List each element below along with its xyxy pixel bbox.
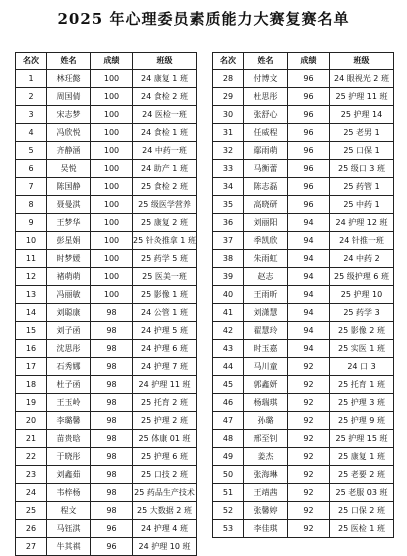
cell-class: 24 食检 1 班 [133, 124, 197, 142]
cell-score: 96 [288, 160, 330, 178]
cell-rank: 32 [213, 142, 244, 160]
cell-score: 96 [288, 142, 330, 160]
cell-score: 98 [91, 304, 133, 322]
cell-rank: 48 [213, 430, 244, 448]
table-row [213, 466, 394, 484]
cell-rank: 41 [213, 304, 244, 322]
header-class: 班级 [133, 53, 197, 70]
table-header-row [213, 53, 394, 70]
cell-name: 刘潇慧 [244, 304, 288, 322]
table-row [213, 142, 394, 160]
table-row [16, 88, 197, 106]
cell-name: 林玨懿 [47, 70, 91, 88]
cell-name: 于晓彤 [47, 448, 91, 466]
table-row [213, 448, 394, 466]
table-row [16, 484, 197, 502]
cell-class: 25 护理 2 班 [133, 412, 197, 430]
table-row [213, 304, 394, 322]
cell-rank: 20 [16, 412, 47, 430]
cell-score: 92 [288, 358, 330, 376]
table-row [16, 232, 197, 250]
cell-score: 94 [288, 232, 330, 250]
cell-name: 翟慧玲 [244, 322, 288, 340]
cell-class: 25 口保 1 [330, 142, 394, 160]
cell-class: 24 护理 4 班 [133, 520, 197, 538]
cell-class: 25 药管 1 [330, 178, 394, 196]
cell-class: 25 护理 11 班 [330, 88, 394, 106]
table-row [213, 286, 394, 304]
cell-name: 时玉嘉 [244, 340, 288, 358]
cell-class: 25 康复 1 班 [330, 448, 394, 466]
cell-score: 100 [91, 70, 133, 88]
cell-name: 王雨昕 [244, 286, 288, 304]
cell-class: 25 口技 2 班 [133, 466, 197, 484]
cell-class: 24 护理 7 班 [133, 358, 197, 376]
cell-class: 25 药品生产技术 [133, 484, 197, 502]
cell-name: 沈思彤 [47, 340, 91, 358]
cell-rank: 45 [213, 376, 244, 394]
cell-name: 孙璐 [244, 412, 288, 430]
table-row [213, 358, 394, 376]
cell-class: 25 实医 1 班 [330, 340, 394, 358]
cell-score: 98 [91, 322, 133, 340]
cell-class: 24 护理 6 班 [133, 340, 197, 358]
cell-class: 25 针灸推拿 1 班 [133, 232, 197, 250]
cell-rank: 25 [16, 502, 47, 520]
cell-name: 王梦华 [47, 214, 91, 232]
cell-rank: 2 [16, 88, 47, 106]
cell-score: 96 [91, 520, 133, 538]
cell-score: 98 [91, 358, 133, 376]
cell-name: 张海琳 [244, 466, 288, 484]
cell-score: 100 [91, 250, 133, 268]
cell-rank: 34 [213, 178, 244, 196]
cell-name: 付博文 [244, 70, 288, 88]
cell-class: 25 级护理 6 班 [330, 268, 394, 286]
cell-rank: 35 [213, 196, 244, 214]
cell-score: 92 [288, 520, 330, 538]
cell-name: 张馨婷 [244, 502, 288, 520]
roster-table-left [15, 52, 197, 556]
cell-rank: 38 [213, 250, 244, 268]
cell-class: 25 中药 1 [330, 196, 394, 214]
cell-class: 25 影像 2 班 [330, 322, 394, 340]
cell-rank: 30 [213, 106, 244, 124]
cell-score: 96 [288, 178, 330, 196]
cell-class: 25 老男 1 [330, 124, 394, 142]
table-row [213, 484, 394, 502]
cell-class: 24 中药 2 [330, 250, 394, 268]
cell-rank: 15 [16, 322, 47, 340]
cell-rank: 52 [213, 502, 244, 520]
cell-rank: 7 [16, 178, 47, 196]
header-score: 成绩 [288, 53, 330, 70]
cell-class: 25 托育 2 班 [133, 394, 197, 412]
cell-rank: 53 [213, 520, 244, 538]
cell-score: 100 [91, 178, 133, 196]
cell-score: 94 [288, 268, 330, 286]
cell-score: 100 [91, 196, 133, 214]
cell-score: 100 [91, 160, 133, 178]
cell-score: 100 [91, 142, 133, 160]
cell-class: 25 护理 14 [330, 106, 394, 124]
cell-name: 朱雨虹 [244, 250, 288, 268]
cell-rank: 22 [16, 448, 47, 466]
cell-class: 24 口 3 [330, 358, 394, 376]
table-row [16, 286, 197, 304]
cell-score: 98 [91, 340, 133, 358]
cell-score: 94 [288, 322, 330, 340]
cell-name: 邢至钊 [244, 430, 288, 448]
cell-class: 25 药学 3 [330, 304, 394, 322]
table-row [16, 124, 197, 142]
cell-name: 任威程 [244, 124, 288, 142]
cell-score: 98 [91, 394, 133, 412]
cell-class: 25 护理 9 班 [330, 412, 394, 430]
cell-score: 96 [288, 88, 330, 106]
cell-name: 杜子函 [47, 376, 91, 394]
cell-class: 25 医美一班 [133, 268, 197, 286]
cell-name: 牛其祺 [47, 538, 91, 556]
cell-rank: 4 [16, 124, 47, 142]
cell-score: 94 [288, 214, 330, 232]
cell-class: 25 老要 2 班 [330, 466, 394, 484]
cell-rank: 42 [213, 322, 244, 340]
cell-class: 25 体康 01 班 [133, 430, 197, 448]
cell-name: 陈志磊 [244, 178, 288, 196]
cell-score: 92 [288, 448, 330, 466]
table-row [213, 520, 394, 538]
cell-name: 鄢雨萌 [244, 142, 288, 160]
cell-score: 98 [91, 448, 133, 466]
cell-name: 赵志 [244, 268, 288, 286]
cell-score: 94 [288, 286, 330, 304]
cell-name: 时梦媛 [47, 250, 91, 268]
cell-name: 张舒心 [244, 106, 288, 124]
cell-rank: 16 [16, 340, 47, 358]
cell-class: 24 公管 1 班 [133, 304, 197, 322]
cell-name: 马川童 [244, 358, 288, 376]
cell-class: 24 医检一班 [133, 106, 197, 124]
cell-rank: 29 [213, 88, 244, 106]
cell-score: 100 [91, 268, 133, 286]
cell-score: 94 [288, 250, 330, 268]
cell-score: 98 [91, 412, 133, 430]
cell-score: 96 [91, 538, 133, 556]
table-row [213, 502, 394, 520]
cell-class: 25 影像 1 班 [133, 286, 197, 304]
cell-rank: 37 [213, 232, 244, 250]
header-score: 成绩 [91, 53, 133, 70]
table-row [213, 268, 394, 286]
cell-class: 24 康复 1 班 [133, 70, 197, 88]
cell-score: 100 [91, 214, 133, 232]
cell-rank: 47 [213, 412, 244, 430]
cell-rank: 1 [16, 70, 47, 88]
cell-rank: 14 [16, 304, 47, 322]
cell-score: 94 [288, 304, 330, 322]
cell-score: 98 [91, 376, 133, 394]
table-row [213, 214, 394, 232]
cell-name: 李璐馨 [47, 412, 91, 430]
cell-score: 96 [288, 70, 330, 88]
cell-name: 姜杰 [244, 448, 288, 466]
cell-name: 刘丽阳 [244, 214, 288, 232]
cell-name: 石秀娜 [47, 358, 91, 376]
cell-name: 刘聪康 [47, 304, 91, 322]
cell-name: 彭星娟 [47, 232, 91, 250]
cell-name: 冯丽敏 [47, 286, 91, 304]
cell-rank: 23 [16, 466, 47, 484]
table-row [213, 196, 394, 214]
cell-class: 25 食检 2 班 [133, 178, 197, 196]
table-row [16, 106, 197, 124]
cell-name: 杨瑞琪 [244, 394, 288, 412]
table-header-row [16, 53, 197, 70]
header-class: 班级 [330, 53, 394, 70]
table-row [213, 70, 394, 88]
cell-name: 苗贵晗 [47, 430, 91, 448]
cell-class: 24 护理 11 班 [133, 376, 197, 394]
cell-score: 98 [91, 430, 133, 448]
cell-name: 冯欣悦 [47, 124, 91, 142]
table-row [16, 448, 197, 466]
cell-class: 24 护理 12 班 [330, 214, 394, 232]
table-row [16, 160, 197, 178]
cell-class: 25 康复 2 班 [133, 214, 197, 232]
cell-rank: 43 [213, 340, 244, 358]
cell-rank: 10 [16, 232, 47, 250]
cell-class: 24 护理 5 班 [133, 322, 197, 340]
cell-name: 刘子函 [47, 322, 91, 340]
cell-class: 25 护理 15 班 [330, 430, 394, 448]
table-row [16, 196, 197, 214]
cell-rank: 46 [213, 394, 244, 412]
cell-score: 100 [91, 88, 133, 106]
cell-score: 98 [91, 502, 133, 520]
header-name: 姓名 [244, 53, 288, 70]
cell-rank: 33 [213, 160, 244, 178]
cell-name: 马钰淇 [47, 520, 91, 538]
cell-rank: 24 [16, 484, 47, 502]
cell-class: 25 医检 1 班 [330, 520, 394, 538]
table-row [16, 268, 197, 286]
cell-rank: 26 [16, 520, 47, 538]
table-row [16, 70, 197, 88]
cell-rank: 12 [16, 268, 47, 286]
cell-class: 25 老服 03 班 [330, 484, 394, 502]
cell-rank: 5 [16, 142, 47, 160]
cell-class: 24 食检 2 班 [133, 88, 197, 106]
cell-name: 刘鑫茹 [47, 466, 91, 484]
header-rank: 名次 [16, 53, 47, 70]
table-row [16, 322, 197, 340]
table-row [213, 376, 394, 394]
cell-score: 92 [288, 484, 330, 502]
cell-class: 25 大数据 2 班 [133, 502, 197, 520]
cell-name: 郭鑫妍 [244, 376, 288, 394]
cell-name: 周国倩 [47, 88, 91, 106]
table-row [16, 430, 197, 448]
table-row [16, 142, 197, 160]
cell-score: 92 [288, 466, 330, 484]
table-row [213, 88, 394, 106]
cell-rank: 3 [16, 106, 47, 124]
cell-rank: 21 [16, 430, 47, 448]
cell-score: 92 [288, 376, 330, 394]
cell-class: 24 针推一班 [330, 232, 394, 250]
table-row [213, 412, 394, 430]
table-row [16, 466, 197, 484]
cell-rank: 40 [213, 286, 244, 304]
table-row [16, 394, 197, 412]
table-row [16, 412, 197, 430]
cell-class: 24 护理 10 班 [133, 538, 197, 556]
cell-rank: 27 [16, 538, 47, 556]
table-row [16, 340, 197, 358]
cell-name: 聂曼淇 [47, 196, 91, 214]
cell-rank: 28 [213, 70, 244, 88]
roster-table-right [212, 52, 394, 538]
cell-rank: 51 [213, 484, 244, 502]
cell-score: 100 [91, 232, 133, 250]
cell-score: 92 [288, 502, 330, 520]
header-name: 姓名 [47, 53, 91, 70]
cell-name: 杜思彤 [244, 88, 288, 106]
cell-score: 94 [288, 340, 330, 358]
cell-rank: 18 [16, 376, 47, 394]
table-row [213, 124, 394, 142]
cell-rank: 31 [213, 124, 244, 142]
table-row [213, 178, 394, 196]
table-row [16, 250, 197, 268]
cell-rank: 19 [16, 394, 47, 412]
table-row [16, 358, 197, 376]
table-row [213, 394, 394, 412]
cell-rank: 36 [213, 214, 244, 232]
cell-rank: 17 [16, 358, 47, 376]
header-rank: 名次 [213, 53, 244, 70]
cell-name: 王玉岭 [47, 394, 91, 412]
page-title: 2025 年心理委员素质能力大赛复赛名单 [57, 10, 350, 28]
table-row [213, 430, 394, 448]
cell-rank: 11 [16, 250, 47, 268]
cell-class: 24 眼视光 2 班 [330, 70, 394, 88]
cell-class: 24 助产 1 班 [133, 160, 197, 178]
cell-class: 25 级医学营养 [133, 196, 197, 214]
cell-score: 96 [288, 106, 330, 124]
table-row [213, 340, 394, 358]
cell-rank: 44 [213, 358, 244, 376]
cell-score: 100 [91, 106, 133, 124]
cell-name: 齐静涵 [47, 142, 91, 160]
cell-name: 王靖茜 [244, 484, 288, 502]
cell-score: 98 [91, 484, 133, 502]
cell-class: 25 药学 5 班 [133, 250, 197, 268]
table-row [213, 322, 394, 340]
cell-rank: 8 [16, 196, 47, 214]
table-row [213, 232, 394, 250]
cell-class: 25 护理 6 班 [133, 448, 197, 466]
cell-score: 92 [288, 430, 330, 448]
cell-rank: 6 [16, 160, 47, 178]
cell-rank: 13 [16, 286, 47, 304]
table-row [213, 160, 394, 178]
cell-name: 高晓研 [244, 196, 288, 214]
cell-name: 宋志梦 [47, 106, 91, 124]
cell-class: 25 护理 3 班 [330, 394, 394, 412]
table-row [16, 304, 197, 322]
table-row [16, 538, 197, 556]
cell-name: 李佳琪 [244, 520, 288, 538]
cell-class: 25 托育 1 班 [330, 376, 394, 394]
table-row [16, 520, 197, 538]
table-row [16, 502, 197, 520]
cell-class: 24 中药一班 [133, 142, 197, 160]
cell-name: 马衡蕾 [244, 160, 288, 178]
cell-class: 25 口保 2 班 [330, 502, 394, 520]
table-row [16, 178, 197, 196]
cell-score: 98 [91, 466, 133, 484]
cell-score: 96 [288, 124, 330, 142]
cell-name: 程文 [47, 502, 91, 520]
table-row [213, 106, 394, 124]
cell-rank: 9 [16, 214, 47, 232]
cell-rank: 39 [213, 268, 244, 286]
cell-name: 季凯欣 [244, 232, 288, 250]
cell-score: 96 [288, 196, 330, 214]
cell-score: 100 [91, 286, 133, 304]
table-row [16, 376, 197, 394]
cell-score: 92 [288, 412, 330, 430]
cell-class: 25 级口 3 班 [330, 160, 394, 178]
cell-rank: 49 [213, 448, 244, 466]
cell-rank: 50 [213, 466, 244, 484]
cell-name: 褚萌萌 [47, 268, 91, 286]
cell-name: 吴悦 [47, 160, 91, 178]
table-row [16, 214, 197, 232]
cell-class: 25 护理 10 [330, 286, 394, 304]
table-row [213, 250, 394, 268]
cell-score: 92 [288, 394, 330, 412]
cell-name: 韦梓杨 [47, 484, 91, 502]
cell-name: 陈国静 [47, 178, 91, 196]
cell-score: 100 [91, 124, 133, 142]
